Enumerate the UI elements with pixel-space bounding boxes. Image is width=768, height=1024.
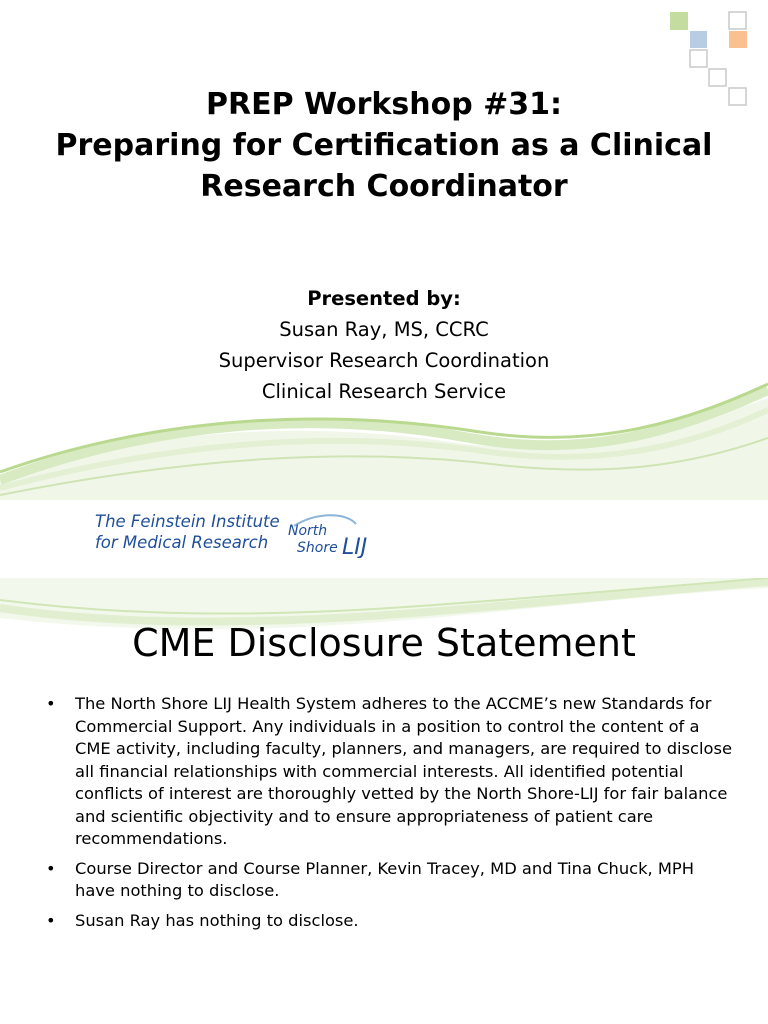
list-item: [46, 858, 736, 903]
square-outline: [690, 50, 707, 67]
feinstein-logo-line: The Feinstein Institute: [95, 512, 280, 531]
presenter-department: Clinical Research Service: [261, 380, 507, 403]
bullet-icon: •: [46, 694, 56, 713]
logo-lij-text: LIJ: [342, 535, 368, 558]
slide-cme-disclosure: [0, 578, 768, 1024]
bullet-icon: •: [46, 858, 56, 878]
logo-north-text: North: [288, 523, 328, 539]
logo-shore-text: Shore: [297, 540, 338, 556]
list-item: [46, 910, 736, 933]
square-green: [670, 12, 688, 30]
list-item: [46, 693, 736, 851]
green-swoosh: [0, 380, 768, 500]
feinstein-logo-line: for Medical Research: [95, 533, 269, 552]
disclosure-list: [46, 693, 736, 939]
title-line: Preparing for Certification as a Clinical: [55, 128, 713, 163]
presenter-label: Presented by:: [307, 287, 461, 310]
title-line: PREP Workshop #31:: [205, 87, 562, 122]
workshop-title: [0, 84, 768, 207]
feinstein-logo: [95, 511, 280, 553]
bullet-icon: •: [46, 910, 56, 930]
bullet-text: Course Director and Course Planner, Kevin Tracey, MD and Tina Chuck, MPH have nothing to disclose.: [75, 858, 694, 900]
square-blue: [690, 31, 707, 48]
title-line: Research Coordinator: [200, 169, 568, 204]
bullet-text: The North Shore LIJ Health System adheres to the ACCME’s new Standards for Commercial Support. Any individuals in a position to control the content of a CME activity, including faculty, planners, and managers, are required to disclose all financial relationships with commercial interests. All identified potential conflicts of interest are thoroughly vetted by the North Shore-LIJ for fair balance and scientific objectivity and to ensure appropriateness of patient care recommendations.: [75, 694, 732, 848]
square-outline: [729, 12, 746, 29]
presenter-role: Supervisor Research Coordination: [218, 349, 550, 372]
presenter-name: Susan Ray, MS, CCRC: [279, 318, 489, 341]
north-shore-lij-logo: [286, 514, 382, 558]
bullet-text: Susan Ray has nothing to disclose.: [75, 910, 359, 930]
square-orange: [729, 31, 747, 48]
slide-title: CME Disclosure Statement: [132, 621, 636, 665]
